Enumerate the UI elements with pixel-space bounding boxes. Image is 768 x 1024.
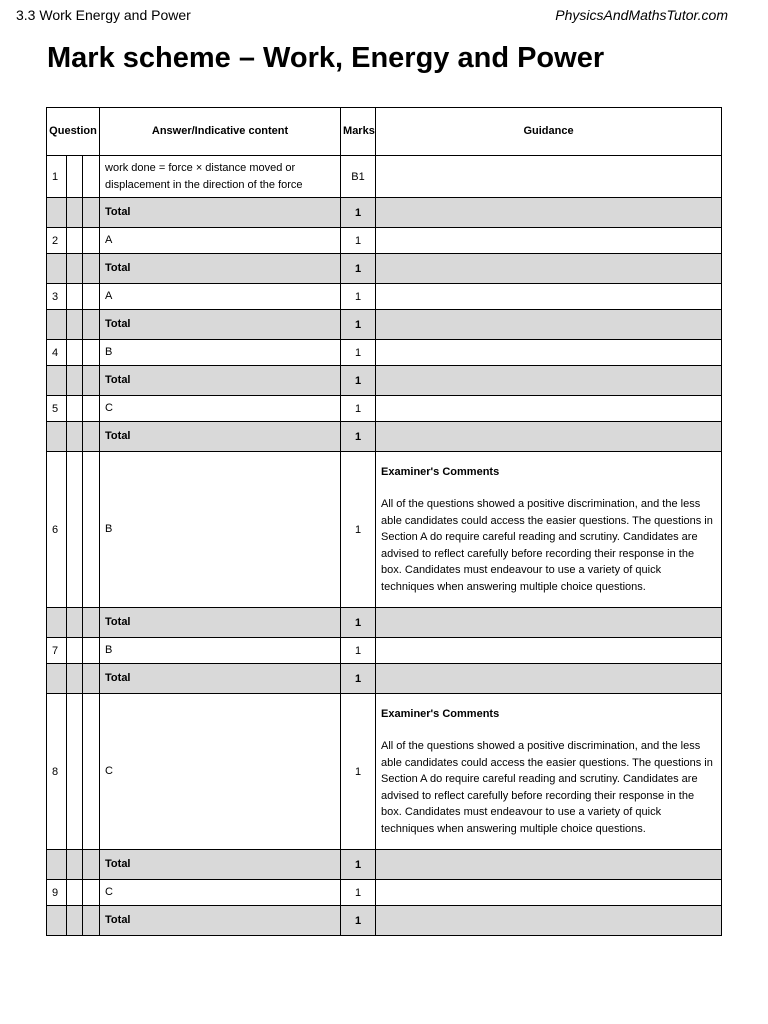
header-answer: Answer/Indicative content [100, 108, 341, 156]
question-number: 2 [47, 228, 67, 254]
answer-cell: C [100, 880, 341, 906]
guidance-cell [376, 906, 722, 936]
question-number [47, 664, 67, 694]
sub-question-cell [67, 228, 83, 254]
answer-cell: Total [100, 664, 341, 694]
question-number [47, 422, 67, 452]
question-number: 9 [47, 880, 67, 906]
question-number [47, 198, 67, 228]
sub-question-cell [83, 850, 100, 880]
total-row [47, 664, 722, 694]
guidance-cell [376, 452, 722, 608]
question-number: 6 [47, 452, 67, 608]
guidance-cell [376, 198, 722, 228]
marks-cell: 1 [341, 310, 376, 340]
question-number [47, 254, 67, 284]
answer-cell: B [100, 340, 341, 366]
table-header-row [47, 108, 722, 156]
answer-cell: A [100, 228, 341, 254]
answer-cell: Total [100, 906, 341, 936]
sub-question-cell [83, 284, 100, 310]
marks-cell: B1 [341, 156, 376, 198]
answer-cell: Total [100, 850, 341, 880]
sub-question-cell [67, 254, 83, 284]
table-row [47, 638, 722, 664]
sub-question-cell [83, 340, 100, 366]
question-number: 4 [47, 340, 67, 366]
examiner-comments-text: All of the questions showed a positive discrimination, and the less able candidates could access the easier questions. The questions in Section A do require careful reading and scrutiny. Candidates are advised to reflect carefully before recording their response in the box. Candidates must endeavour to use a variety of quick techniques when answering multiple choice questions. [381, 498, 713, 593]
answer-cell: B [100, 452, 341, 608]
running-header-left: 3.3 Work Energy and Power [16, 7, 191, 23]
marks-cell: 1 [341, 452, 376, 608]
marks-cell: 1 [341, 906, 376, 936]
sub-question-cell [83, 452, 100, 608]
sub-question-cell [83, 254, 100, 284]
marks-cell: 1 [341, 694, 376, 850]
total-row [47, 310, 722, 340]
guidance-cell [376, 422, 722, 452]
sub-question-cell [83, 880, 100, 906]
answer-cell: Total [100, 422, 341, 452]
sub-question-cell [67, 906, 83, 936]
guidance-cell [376, 880, 722, 906]
marks-cell: 1 [341, 396, 376, 422]
sub-question-cell [83, 694, 100, 850]
sub-question-cell [83, 310, 100, 340]
question-number: 8 [47, 694, 67, 850]
question-number [47, 906, 67, 936]
answer-cell: Total [100, 254, 341, 284]
table-row [47, 880, 722, 906]
table-row [47, 340, 722, 366]
sub-question-cell [67, 694, 83, 850]
sub-question-cell [67, 608, 83, 638]
sub-question-cell [83, 422, 100, 452]
answer-cell: Total [100, 366, 341, 396]
question-number [47, 310, 67, 340]
mark-scheme-table [46, 107, 722, 936]
sub-question-cell [67, 638, 83, 664]
guidance-cell [376, 228, 722, 254]
guidance-cell [376, 254, 722, 284]
header-guidance: Guidance [376, 108, 722, 156]
total-row [47, 198, 722, 228]
table-row [47, 284, 722, 310]
question-number: 1 [47, 156, 67, 198]
answer-cell: C [100, 396, 341, 422]
sub-question-cell [67, 310, 83, 340]
table-row [47, 396, 722, 422]
sub-question-cell [67, 340, 83, 366]
question-number: 5 [47, 396, 67, 422]
guidance-cell [376, 664, 722, 694]
sub-question-cell [67, 452, 83, 608]
sub-question-cell [83, 366, 100, 396]
table-row [47, 452, 722, 608]
sub-question-cell [67, 850, 83, 880]
marks-cell: 1 [341, 284, 376, 310]
marks-cell: 1 [341, 608, 376, 638]
table-row [47, 228, 722, 254]
question-number [47, 850, 67, 880]
question-number: 3 [47, 284, 67, 310]
guidance-cell [376, 694, 722, 850]
table-body [47, 156, 722, 936]
marks-cell: 1 [341, 366, 376, 396]
guidance-cell [376, 284, 722, 310]
question-number [47, 366, 67, 396]
sub-question-cell [83, 608, 100, 638]
marks-cell: 1 [341, 880, 376, 906]
marks-cell: 1 [341, 340, 376, 366]
total-row [47, 254, 722, 284]
sub-question-cell [83, 664, 100, 694]
sub-question-cell [67, 880, 83, 906]
sub-question-cell [67, 422, 83, 452]
marks-cell: 1 [341, 664, 376, 694]
sub-question-cell [67, 284, 83, 310]
guidance-cell [376, 310, 722, 340]
marks-cell: 1 [341, 254, 376, 284]
marks-cell: 1 [341, 850, 376, 880]
answer-cell: C [100, 694, 341, 850]
running-header-right: PhysicsAndMathsTutor.com [555, 7, 728, 23]
marks-cell: 1 [341, 198, 376, 228]
question-number: 7 [47, 638, 67, 664]
guidance-cell [376, 396, 722, 422]
guidance-cell [376, 366, 722, 396]
sub-question-cell [83, 638, 100, 664]
guidance-cell [376, 156, 722, 198]
sub-question-cell [83, 906, 100, 936]
table-row [47, 694, 722, 850]
header-question: Question [47, 108, 100, 156]
marks-cell: 1 [341, 422, 376, 452]
total-row [47, 906, 722, 936]
sub-question-cell [83, 198, 100, 228]
sub-question-cell [67, 366, 83, 396]
sub-question-cell [67, 156, 83, 198]
examiner-comments-heading: Examiner's Comments [381, 708, 500, 721]
guidance-cell [376, 850, 722, 880]
answer-cell: Total [100, 310, 341, 340]
sub-question-cell [67, 396, 83, 422]
sub-question-cell [67, 198, 83, 228]
sub-question-cell [83, 228, 100, 254]
answer-cell: B [100, 638, 341, 664]
total-row [47, 422, 722, 452]
total-row [47, 850, 722, 880]
guidance-cell [376, 638, 722, 664]
header-marks: Marks [341, 108, 376, 156]
page-title: Mark scheme – Work, Energy and Power [47, 42, 605, 74]
sub-question-cell [83, 396, 100, 422]
examiner-comments-heading: Examiner's Comments [381, 466, 500, 479]
answer-cell: Total [100, 608, 341, 638]
answer-cell: work done = force × distance moved or displacement in the direction of the force [100, 156, 341, 198]
marks-cell: 1 [341, 638, 376, 664]
table-row [47, 156, 722, 198]
guidance-cell [376, 340, 722, 366]
total-row [47, 608, 722, 638]
answer-cell: Total [100, 198, 341, 228]
sub-question-cell [67, 664, 83, 694]
sub-question-cell [83, 156, 100, 198]
answer-cell: A [100, 284, 341, 310]
question-number [47, 608, 67, 638]
guidance-cell [376, 608, 722, 638]
examiner-comments-text: All of the questions showed a positive discrimination, and the less able candidates could access the easier questions. The questions in Section A do require careful reading and scrutiny. Candidates are advised to reflect carefully before recording their response in the box. Candidates must endeavour to use a variety of quick techniques when answering multiple choice questions. [381, 740, 713, 835]
total-row [47, 366, 722, 396]
marks-cell: 1 [341, 228, 376, 254]
